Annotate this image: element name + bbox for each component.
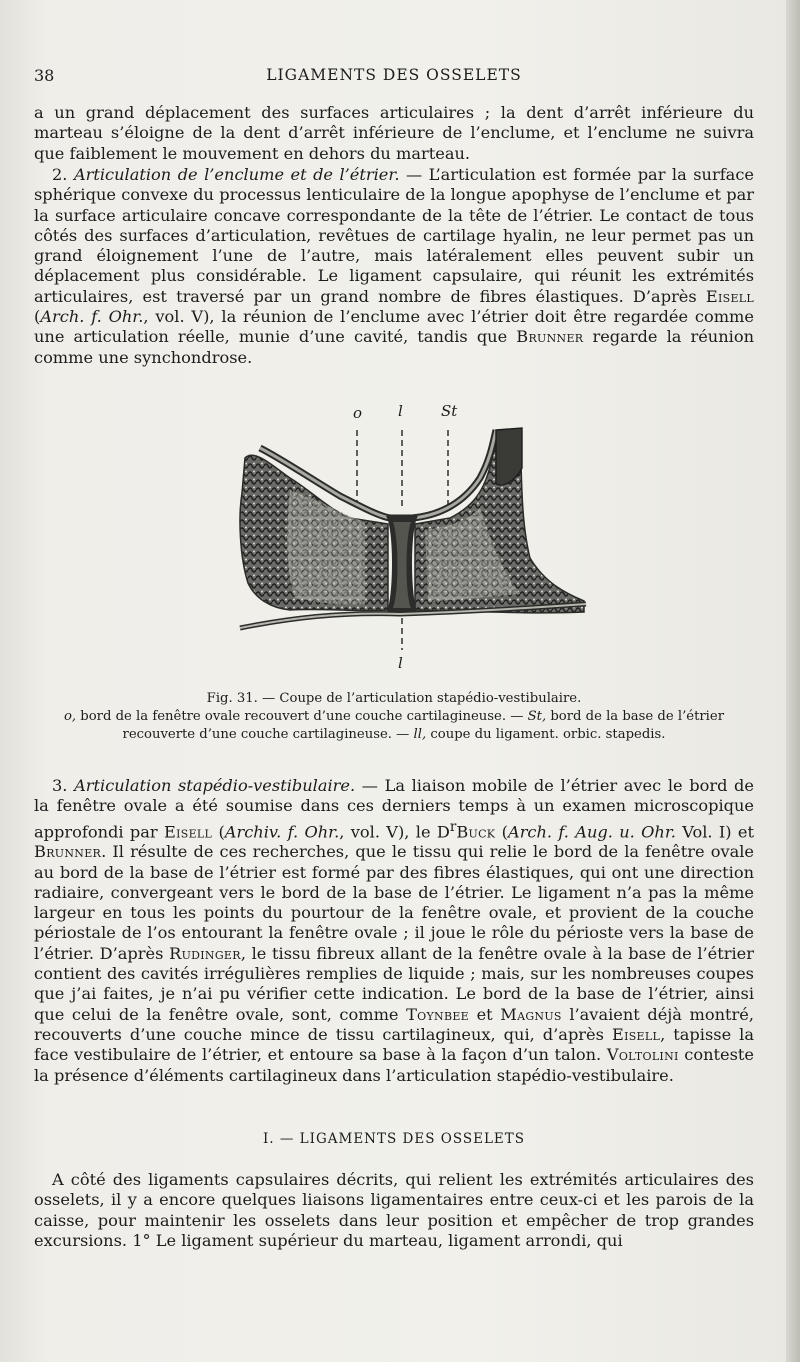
ref-open: ( [495,821,508,841]
dash: — [355,776,385,795]
author-eisell: Eisell [705,286,754,306]
section-2-number: 2. [52,165,68,184]
ref-close: Vol. I) et [675,821,755,841]
page-number: 38 [34,66,55,85]
author-rudinger: Rudinger [169,943,241,963]
reference-title: Arch. f. Ohr. [40,307,144,327]
legend-text-st: bord de la base de l’étrier recouverte d’une couche cartilagineuse. — [122,709,725,742]
author-toynbee: Toynbee [406,1004,470,1024]
figure-31 [200,398,600,683]
ref-open: ( [34,307,41,327]
section-2-body-2: , vol. V), la réunion de l’enclume avec l’étrier doit être regardée comme une articulation réelle, munie d’une cavité, tandis que [34,307,754,347]
section-heading: I. — LIGAMENTS DES OSSELETS [262,1131,526,1147]
section-3-title: Articulation stapédio-vestibulaire. [74,776,356,795]
reference-title: Archiv. f. Ohr. [224,821,340,841]
section-2-body-3: regarde la réunion comme une synchondrose. [34,327,754,367]
section-3-body-1: La liaison mobile de l’étrier avec le bord de la fenêtre ovale a été soumise dans ces derniers temps à un examen microscopique approfondi par [34,776,754,841]
paragraph-final-text: A côté des ligaments capsulaires décrits, qui relient les extrémités articulaires des osselets, il y a encore quelques liaisons ligamentaires entre ceux-ci et les parois de la caisse, pour maintenir les osselets dans leur position et empêcher de trop grandes excursions. 1° Le ligament supérieur du marteau, ligament arrondi, qui [34,1170,754,1250]
figure-label-l-bottom: l [398,654,403,672]
author-buck: Buck [456,821,496,841]
author-eisell: Eisell [611,1024,661,1044]
legend-text-o: bord de la fenêtre ovale recouvert d’une couche cartilagineuse. — [76,709,528,724]
author-voltolini: Voltolini [606,1045,679,1065]
ref-close: , vol. V), le D [339,821,450,841]
section-2-paragraph [34,165,754,368]
paragraph-top-text: a un grand déplacement des surfaces articulaires ; la dent d’arrêt inférieure du marteau s’éloigne de la dent d’arrêt inférieure de l’enclume, et l’enclume ne suivra que faiblement le mouvement en dehors du marteau. [34,103,754,163]
figure-caption [34,690,754,744]
section-3-number: 3. [52,776,68,795]
reference-title: Arch. f. Aug. u. Ohr. [508,821,676,841]
doctor-superscript: r [449,818,457,835]
figure-caption-legend [34,708,754,744]
section-3-body-3: , le tissu fibreux allant de la fenêtre ovale à la base de l’étrier contient des cavités irrégulières remplies de liquide ; mais, sur les nombreuses coupes que j’ai faites, je n’ai pu vérifier cette indication. Le bord de la base de l’étrier, ainsi que celui de la fenêtre ovale, sont, comme [34,943,754,1024]
running-title: LIGAMENTS DES OSSELETS [266,66,522,84]
author-magnus: Magnus [500,1004,562,1024]
page-edge-shadow [786,0,800,1362]
ref-open: ( [212,821,225,841]
section-3-text [34,776,754,1086]
legend-key-o: o, [63,709,77,724]
figure-label-st: St [441,402,458,420]
section-3-paragraph [34,776,754,1086]
author-brunner: Brunner [34,842,102,862]
conjunction: et [469,1004,501,1024]
section-3-body-4: l’avaient déjà montré, recouverts d’une couche mince de tissu cartilagineux, qui, d’après [34,1004,754,1044]
legend-key-ll: ll, [413,727,427,742]
paragraph-final [34,1170,754,1251]
author-eisell: Eisell [163,821,213,841]
section-3-body-6: conteste la présence d’éléments cartilagineux dans l’articulation stapédio-vestibulaire. [34,1045,755,1085]
author-brunner: Brunner [516,327,584,347]
figure-caption-title: Fig. 31. — Coupe de l’articulation stapédio-vestibulaire. [206,691,582,706]
section-3-body-5: , tapisse la face vestibulaire de l’étrier, et entoure sa base à la façon d’un talon. [34,1024,754,1065]
legend-text-ll: coupe du ligament. orbic. stapedis. [426,727,666,742]
legend-key-st: St, [527,709,547,724]
figure-label-l-top: l [398,402,403,420]
stapedio-vestibular-section-illustration [200,398,600,683]
paragraph-top [34,103,754,164]
section-2-text [34,165,754,368]
section-2-title: Articulation de l’enclume et de l’étrier. [73,165,400,184]
figure-label-o: o [353,404,363,422]
section-2-body-1: L’articulation est formée par la surface sphérique convexe du processus lenticulaire de la longue apophyse de l’enclume et par la surface articulaire concave correspondante de la tête de l’étrier. Le contact de tous côtés des surfaces d’articulation, revêtues de cartilage hyalin, ne leur permet pas un grand éloignement l’une de l’autre, mais latéralement elles peuvent subir un déplacement plus considérable. Le ligament capsulaire, qui réunit les extrémités articulaires, est traversé par un grand nombre de fibres élastiques. D’après [34,165,754,306]
section-3-body-2: . Il résulte de ces recherches, que le tissu qui relie le bord de la fenêtre ovale au bord de la base de l’étrier est formé par des fibres élastiques, qui ont une direction radiaire, convergeant vers le bord de la base de l’étrier. Le ligament n’a pas la même largeur en tous les points du pourtour de la fenêtre ovale, et provient de la couche périostale de l’os entourant la fenêtre ovale ; il joue le rôle du périoste vers la base de l’étrier. D’après [34,842,754,963]
dash: — [399,165,429,184]
page-header [34,66,754,90]
